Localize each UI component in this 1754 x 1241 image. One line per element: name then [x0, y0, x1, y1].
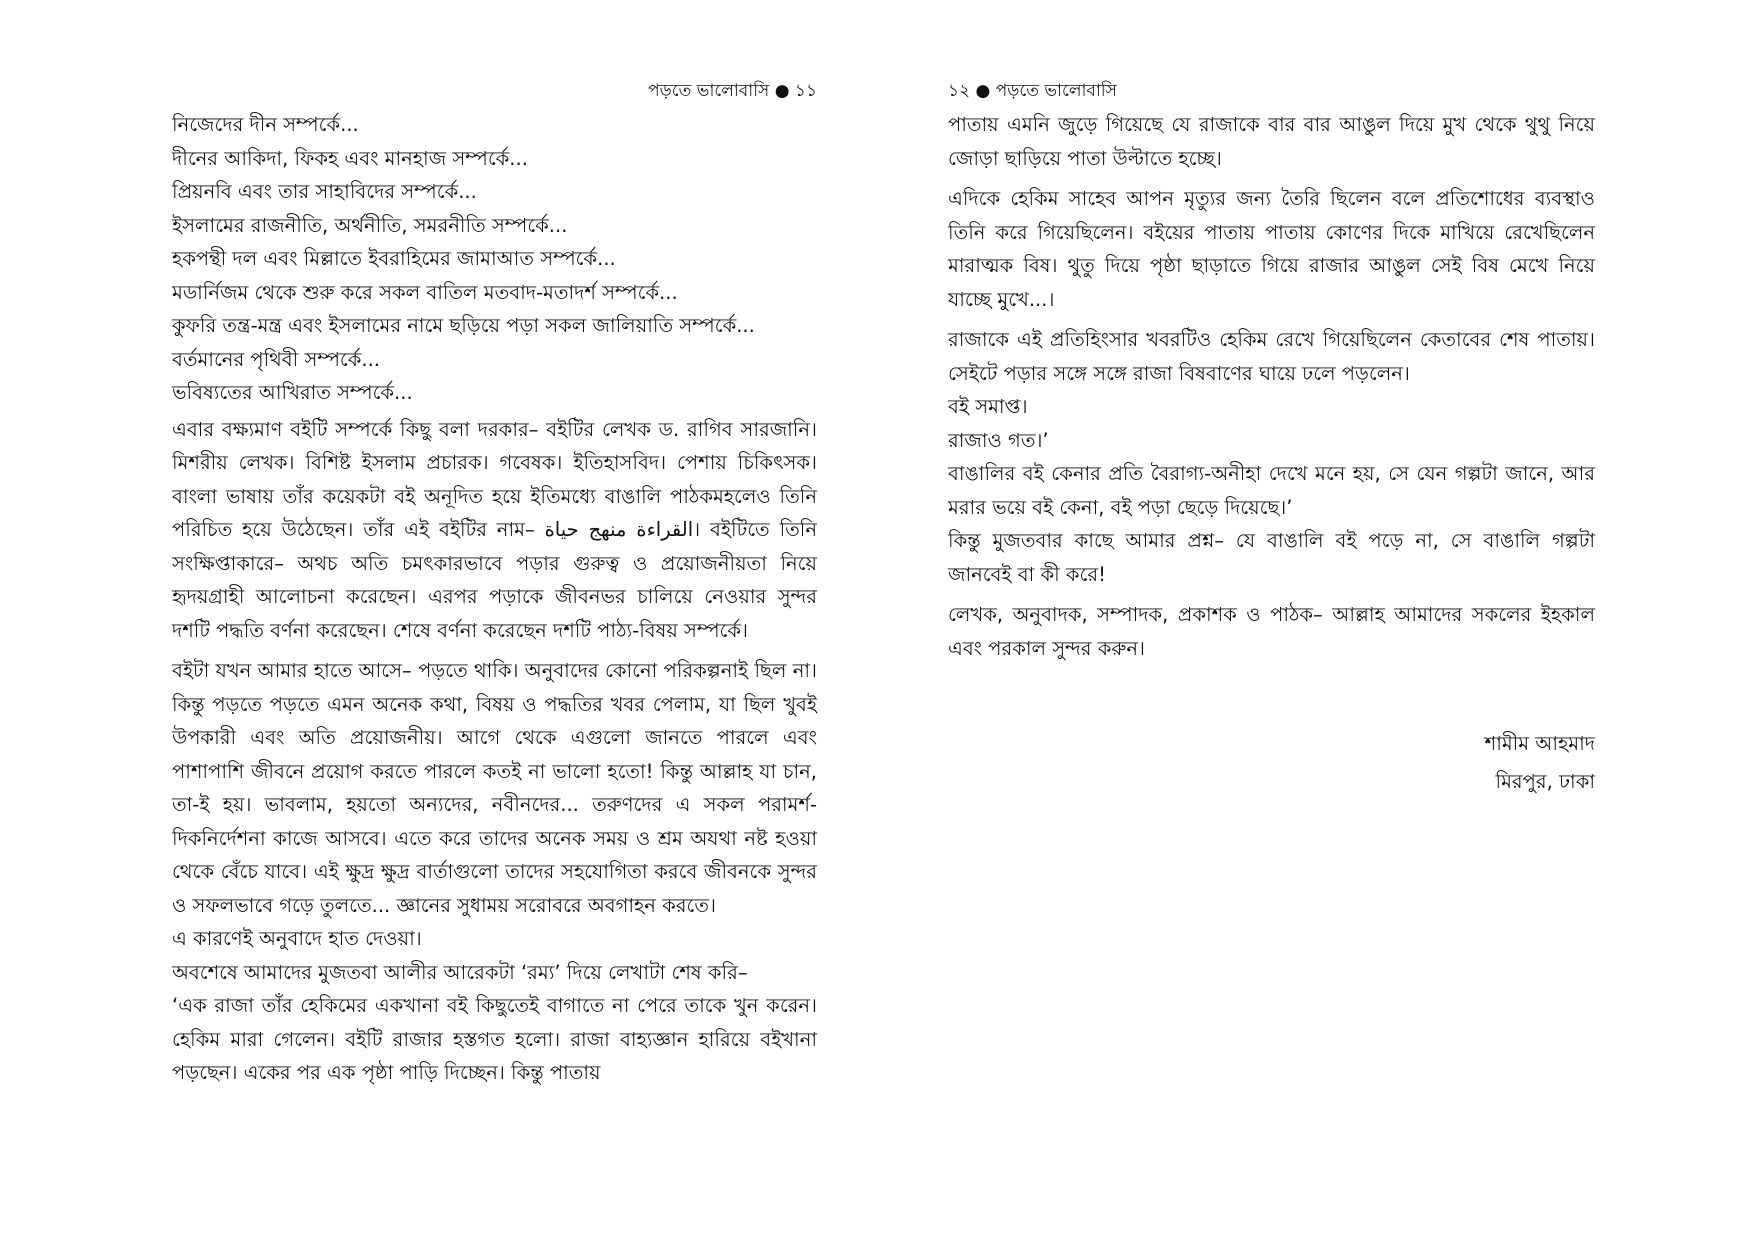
paragraph: লেখক, অনুবাদক, সম্পাদক, প্রকাশক ও পাঠক– আল্লাহ আমাদের সকলের ইহকাল এবং পরকাল সুন্দর করুন। — [948, 603, 1595, 660]
list-line: দীনের আকিদা, ফিকহ এবং মানহাজ সম্পর্কে... — [172, 146, 528, 170]
paragraph-text: এবার বক্ষ্যমাণ বইটি সম্পর্কে কিছু বলা দরকার– বইটির লেখক ড. রাগিব সারজানি। মিশরীয় লেখক। বিশিষ্ট ইসলাম প্রচারক। গবেষক। ইতিহাসবিদ। পেশায় চিকিৎসক। বাংলা ভাষায় তাঁর কয়েকটা বই অনূদিত হয়ে ইতিমধ্যে বাঙালি পাঠকমহলেও তিনি পরিচিত হয়ে উঠেছেন। তাঁর এই বইটির নাম– — [172, 417, 817, 541]
arabic-book-title: القراءة منهج حياة — [544, 518, 694, 541]
right-page — [948, 76, 1595, 801]
text-line: অবশেষে আমাদের মুজতবা আলীর আরেকটা ‘রম্য’ দিয়ে লেখাটা শেষ করি– — [172, 960, 748, 984]
paragraph: রাজাকে এই প্রতিহিংসার খবরটিও হেকিম রেখে গিয়েছিলেন কেতাবের শেষ পাতায়। সেইটে পড়ার সঙ্গে সঙ্গে রাজা বিষবাণের ঘায়ে ঢলে পড়লেন। — [948, 328, 1595, 385]
author-name: শামীম আহমাদ — [1484, 732, 1595, 755]
paragraph: এদিকে হেকিম সাহেব আপন মৃত্যুর জন্য তৈরি ছিলেন বলে প্রতিশোধের ব্যবস্থাও তিনি করে গিয়েছিলেন। বইয়ের পাতায় পাতায় কোণের দিকে মাখিয়ে রেখেছিলেন মারাত্মক বিষ। থুতু দিয়ে পৃষ্ঠা ছাড়াতে গিয়ে রাজার আঙুল সেই বিষ মেখে নিয়ে যাচ্ছে মুখে...। — [948, 187, 1595, 311]
list-line: বর্তমানের পৃথিবী সম্পর্কে... — [172, 347, 380, 371]
list-line: প্রিয়নবি এবং তার সাহাবিদের সম্পর্কে... — [172, 180, 477, 203]
paragraph-king-story: ‘এক রাজা তাঁর হেকিমের একখানা বই কিছুতেই বাগাতে না পেরে তাকে খুন করেন। হেকিম মারা গেলেন। বইটি রাজার হস্তগত হলো। রাজা বাহ্যজ্ঞান হারিয়ে বইখানা পড়ছেন। একের পর এক পৃষ্ঠা পাড়ি দিচ্ছেন। কিন্তু পাতায় — [172, 994, 817, 1084]
list-line: ভবিষ্যতের আখিরাত সম্পর্কে... — [172, 381, 413, 404]
list-line: ইসলামের রাজনীতি, অর্থনীতি, সমরনীতি সম্পর্কে... — [172, 213, 568, 237]
left-page — [172, 76, 817, 1090]
list-line: নিজেদের দীন সম্পর্কে... — [172, 113, 359, 136]
signature-block — [948, 725, 1595, 801]
paragraph-text: । বইটিতে তিনি সংক্ষিপ্তাকারে– অথচ অতি চমৎকারভাবে পড়ার গুরুত্ব ও প্রয়োজনীয়তা নিয়ে হৃদয়গ্রাহী আলোচনা করেছেন। এরপর পড়াকে জীবনভর চালিয়ে নেওয়ার সুন্দর দশটি পদ্ধতি বর্ণনা করেছেন। শেষে বর্ণনা করেছেন দশটি পাঠ্য-বিষয় সম্পর্কে। — [172, 518, 818, 642]
page-header: ১২ ● পড়তে ভালোবাসি — [948, 81, 1117, 101]
paragraph-translation-story: বইটা যখন আমার হাতে আসে– পড়তে থাকি। অনুবাদের কোনো পরিকল্পনাই ছিল না। কিন্তু পড়তে পড়তে এমন অনেক কথা, বিষয় ও পদ্ধতির খবর পেলাম, যা ছিল খুবই উপকারী এবং অতি প্রয়োজনীয়। আগে থেকে এগুলো জানতে পারলে এবং পাশাপাশি জীবনে প্রয়োগ করতে পারলে কতই না ভালো হতো! কিন্তু আল্লাহ যা চান, তা-ই হয়। ভাবলাম, হয়তো অন্যদের, নবীনদের... তরুণদের এ সকল পরামর্শ-দিকনির্দেশনা কাজে আসবে। এতে করে তাদের অনেক সময় ও শ্রম অযথা নষ্ট হওয়া থেকে বেঁচে যাবে। এই ক্ষুদ্র ক্ষুদ্র বার্তাগুলো তাদের সহযোগিতা করবে জীবনকে সুন্দর ও সফলভাবে গড়ে তুলতে... জ্ঞানের সুধাময় সরোবরে অবগাহন করতে। — [172, 659, 817, 917]
text-line: এ কারণেই অনুবাদে হাত দেওয়া। — [172, 927, 422, 950]
list-line: হকপন্থী দল এবং মিল্লাতে ইবরাহিমের জামাআত সম্পর্কে... — [172, 247, 616, 270]
author-place: মিরপুর, ঢাকা — [1495, 770, 1595, 793]
paragraph: পাতায় এমনি জুড়ে গিয়েছে যে রাজাকে বার বার আঙুল দিয়ে মুখ থেকে থুথু নিয়ে জোড়া ছাড়িয়ে পাতা উল্টাতে হচ্ছে। — [948, 113, 1595, 170]
text-line: বই সমাপ্ত। — [948, 395, 1028, 418]
list-line: কুফরি তন্ত্র-মন্ত্র এবং ইসলামের নামে ছড়িয়ে পড়া সকল জালিয়াতি সম্পর্কে... — [172, 314, 755, 337]
paragraph: কিন্তু মুজতবার কাছে আমার প্রশ্ন– যে বাঙালি বই পড়ে না, সে বাঙালি গল্পটা জানবেই বা কী করে! — [948, 529, 1595, 586]
page-header: পড়তে ভালোবাসি ● ১১ — [648, 81, 817, 101]
text-line: রাজাও গত।’ — [948, 428, 1049, 452]
list-line: মডার্নিজম থেকে শুরু করে সকল বাতিল মতবাদ-মতাদর্শ সম্পর্কে... — [172, 280, 678, 304]
paragraph-book-intro — [172, 413, 817, 648]
paragraph: বাঙালির বই কেনার প্রতি বৈরাগ্য-অনীহা দেখে মনে হয়, সে যেন গল্পটা জানে, আর মরার ভয়ে বই কেনা, বই পড়া ছেড়ে দিয়েছে।’ — [948, 462, 1595, 519]
